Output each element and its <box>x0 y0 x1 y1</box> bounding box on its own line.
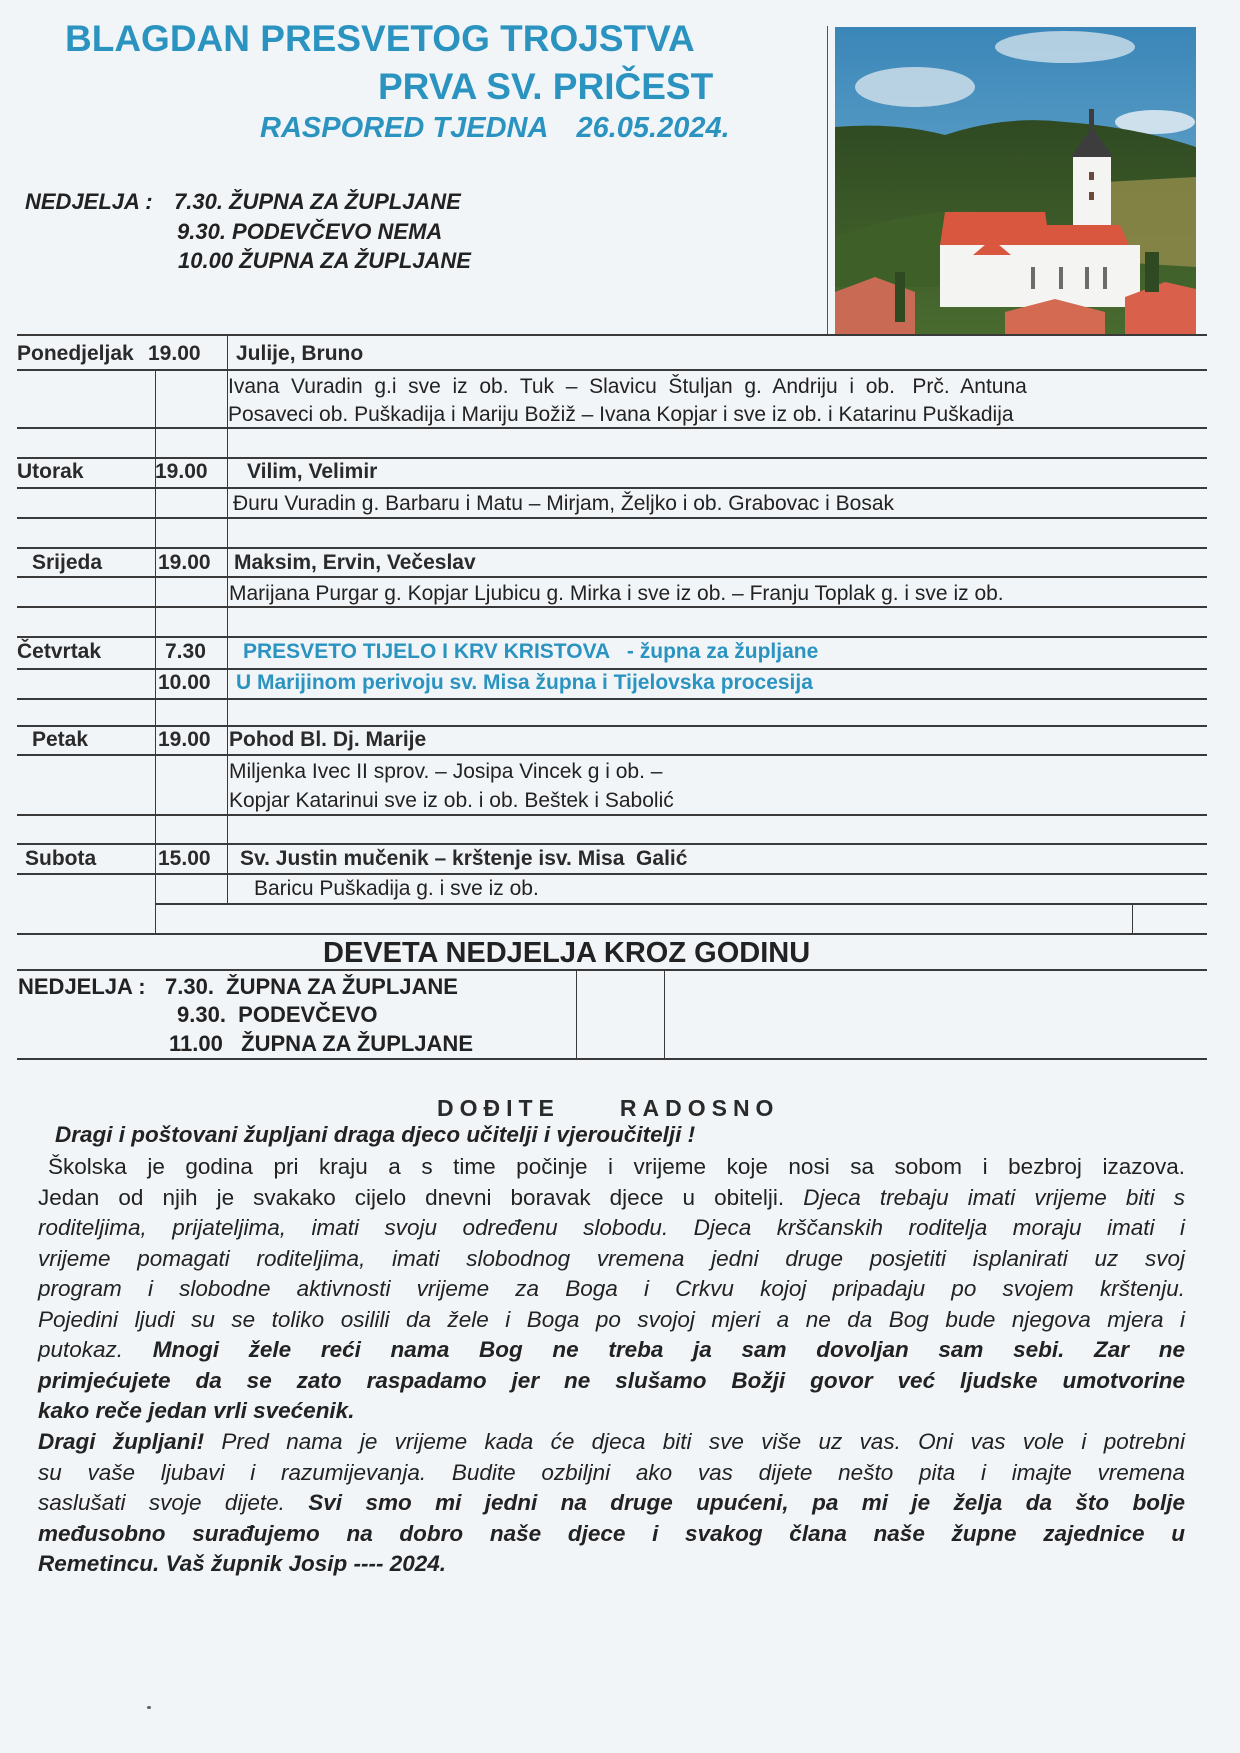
next-sunday-mass-3: 11.00 ŽUPNA ZA ŽUPLJANE <box>169 1031 473 1056</box>
next-sunday-label: NEDJELJA : <box>18 974 146 999</box>
day-thursday: Četvrtak <box>17 640 102 663</box>
next-sunday-mass-2: 9.30. PODEVČEVO <box>177 1002 378 1027</box>
speck <box>147 1706 151 1709</box>
tree <box>895 272 905 322</box>
letter-text-run: saslušati svoje dijete. <box>38 1490 309 1515</box>
saints-tuesday: Vilim, Velimir <box>247 460 378 483</box>
letter-text-run: Djeca trebaju imati vrijeme biti s <box>803 1184 1185 1210</box>
time-friday: 19.00 <box>158 728 211 751</box>
first-communion-title: PRVA SV. PRIČEST <box>378 66 714 107</box>
feast-corpus-christi: PRESVETO TIJELO I KRV KRISTOVA - župna za župljane <box>243 640 819 663</box>
feast-title: BLAGDAN PRESVETOG TROJSTVA <box>65 18 695 59</box>
time-saturday: 15.00 <box>158 847 211 870</box>
letter-title <box>437 1095 779 1122</box>
intention-wednesday-1: Marijana Purgar g. Kopjar Ljubicu g. Mirka i sve iz ob. – Franju Toplak g. i sve iz ob. <box>229 582 1004 605</box>
intention-tuesday-1: Đuru Vuradin g. Barbaru i Matu – Mirjam, Željko i ob. Grabovac i Bosak <box>233 492 894 515</box>
intention-friday-1: Miljenka Ivec II sprov. – Josipa Vincek g i ob. – <box>229 760 663 783</box>
nave-roof <box>940 212 1050 245</box>
church-photo <box>835 27 1196 335</box>
next-sunday-heading: DEVETA NEDJELJA KROZ GODINU <box>323 937 811 969</box>
saints-wednesday: Maksim, Ervin, Večeslav <box>234 551 476 574</box>
letter-text-run: Jedan od njih je svakako cijelo dnevni boravak djece u obitelji. <box>38 1184 804 1210</box>
letter-text-run: putokaz. <box>38 1337 153 1362</box>
schedule-subtitle <box>260 112 730 145</box>
letter-line <box>38 1305 1185 1336</box>
intention-monday-1: Ivana Vuradin g.i sve iz ob. Tuk – Slavicu Štuljan g. Andriju i ob. Prč. Antuna <box>228 375 1027 398</box>
sunday-label: NEDJELJA : <box>25 189 153 214</box>
letter-text-run: Dragi župljani! <box>38 1429 205 1454</box>
church-illustration <box>835 27 1196 335</box>
letter-text-run: Mnogi želе reći nama Bog ne treba ja sam dovoljan sam sebi. Zar ne <box>152 1337 1185 1362</box>
letter-line <box>38 1183 1185 1214</box>
letter-text-run: roditeljima, prijateljima, imati svoju određenu slobodu. Djeca krščanskih roditelja moraju imati i <box>38 1215 1185 1240</box>
letter-line <box>38 1366 1185 1397</box>
time-thursday-2: 10.00 <box>158 671 211 694</box>
letter-line <box>38 1549 1185 1580</box>
letter-line <box>38 1335 1185 1366</box>
letter-greeting: Dragi i poštovani župljani draga djeco učitelji i vjeroučitelji ! <box>55 1122 696 1147</box>
tree <box>1145 252 1159 292</box>
subtitle-label: RASPORED TJEDNA <box>260 112 549 144</box>
sunday-mass-3: 10.00 ŽUPNA ZA ŽUPLJANE <box>178 248 471 273</box>
subtitle-date: 26.05.2024. <box>576 112 730 144</box>
letter-text-run: primjećujete da se zato raspadamo jer ne slušamo Božji govor već ljudske umotvorine <box>38 1367 1185 1393</box>
cloud <box>995 31 1135 63</box>
church-walls <box>940 245 1140 307</box>
letter-line <box>38 1396 1185 1427</box>
letter-text-run: Pojedini ljudi su se toliko osilili da žele i Boga po svojoj mjeri a ne da Bog bude njegova mjera i <box>38 1306 1185 1332</box>
letter-line <box>38 1427 1185 1458</box>
time-thursday: 7.30 <box>165 640 206 663</box>
letter-line <box>38 1458 1185 1489</box>
intention-saturday-1: Baricu Puškadija g. i sve iz ob. <box>254 877 539 900</box>
letter-line <box>38 1152 1185 1183</box>
letter-title-word2: RADOSNO <box>619 1095 780 1121</box>
sunday-mass-1: 7.30. ŽUPNA ZA ŽUPLJANE <box>174 189 461 214</box>
letter-text-run: Remetincu. Vaš župnik Josip ---- 2024. <box>38 1551 447 1576</box>
letter-line <box>38 1488 1185 1519</box>
letter-text-run: Školska je godina pri kraju a s time počinje i vrijeme koje nosi sa sobom i bezbroj izazova. <box>48 1154 1185 1179</box>
letter-paragraph-1 <box>38 1152 1185 1427</box>
day-tuesday: Utorak <box>17 460 84 483</box>
day-saturday: Subota <box>25 847 97 870</box>
intention-friday-2: Kopjar Katarinui sve iz ob. i ob. Beštek i Sabolić <box>229 789 674 812</box>
sunday-mass-2: 9.30. PODEVČEVO NEMA <box>177 219 443 244</box>
procession-note: U Marijinom perivoju sv. Misa župna i Tijelovska procesija <box>236 671 813 694</box>
day-friday: Petak <box>32 728 89 751</box>
time-monday: 19.00 <box>148 342 201 365</box>
letter-line <box>38 1274 1185 1305</box>
saints-saturday: Sv. Justin mučenik – krštenje isv. Misa Galić <box>240 847 688 870</box>
cloud <box>855 67 975 107</box>
saints-friday: Pohod Bl. Dj. Marije <box>229 728 427 751</box>
next-sunday-mass-1: 7.30. ŽUPNA ZA ŽUPLJANE <box>165 974 458 999</box>
letter-text-run: Svi smo mi jedni na druge upućeni, pa mi je želja da što bolje <box>308 1490 1185 1515</box>
day-wednesday: Srijeda <box>32 551 103 574</box>
letter-text-run: Pred nama je vrijeme kada će djeca biti sve više uz vas. Oni vas vole i potrebni <box>204 1429 1185 1454</box>
time-wednesday: 19.00 <box>158 551 211 574</box>
letter-line <box>38 1519 1185 1550</box>
letter-paragraph-2 <box>38 1427 1185 1580</box>
saints-monday: Julije, Bruno <box>236 342 364 365</box>
letter-line <box>38 1244 1185 1275</box>
letter-title-word1: DOĐITE <box>437 1095 560 1121</box>
letter-line <box>38 1213 1185 1244</box>
letter-text-run: kako reče jedan vrli svećenik. <box>38 1398 355 1423</box>
day-monday: Ponedjeljak <box>17 342 134 365</box>
letter-text-run: vrijeme pomagati roditeljima, imati slobodnog vremena jedni druge posjetiti isplanirati uz svoj <box>38 1245 1185 1271</box>
intention-monday-2: Posaveci ob. Puškadija i Mariju Božiž – Ivana Kopjar i sve iz ob. i Katarinu Puškadija <box>228 403 1014 426</box>
letter-text-run: su vaše ljubavi i razumijevanja. Budite ozbiljni ako vas dijete nešto pita i imajte vremena <box>38 1459 1185 1485</box>
letter-text-run: program i slobodne aktivnosti vrijeme za Boga i Crkvu kojoj pripadaju po svojem krštenju. <box>38 1276 1185 1301</box>
tower-spire <box>1089 109 1094 131</box>
letter-text-run: međusobno surađujemo na dobro naše djece i svakog člana naše župne zajednice u <box>38 1520 1185 1546</box>
time-tuesday: 19.00 <box>155 460 208 483</box>
